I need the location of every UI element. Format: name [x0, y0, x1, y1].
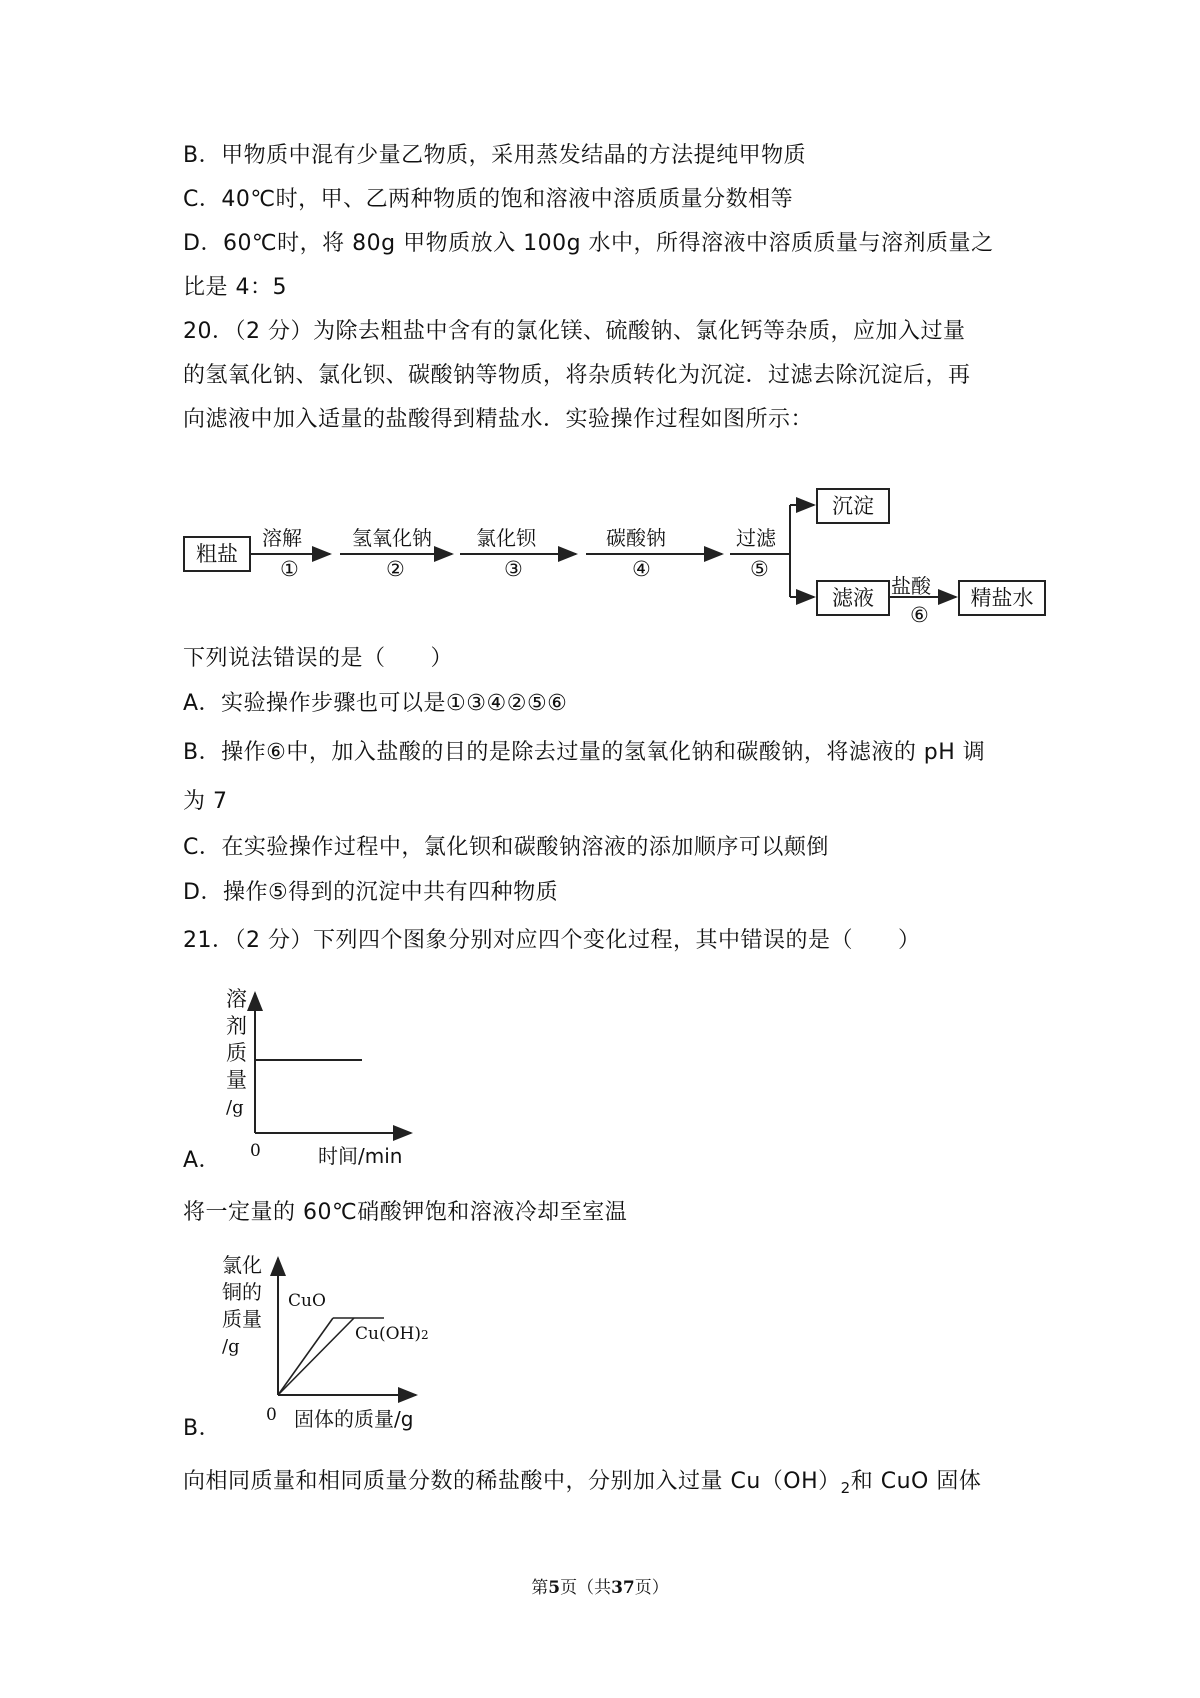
step1-label: 溶解 — [262, 526, 302, 550]
q20-option-c: C．在实验操作过程中，氯化钡和碳酸钠溶液的添加顺序可以颠倒 — [183, 835, 829, 860]
graph-b-origin: 0 — [266, 1405, 277, 1425]
step5-label: 过滤 — [736, 526, 776, 550]
step4-num: ④ — [632, 557, 651, 581]
q20-option-d: D．操作⑤得到的沉淀中共有四种物质 — [183, 880, 559, 905]
q19-option-d-line2: 比是 4：5 — [183, 275, 287, 300]
box-filtrate: 滤液 — [816, 580, 890, 616]
graph-b-cuo-line — [278, 1318, 333, 1395]
graph-b-caption: 向相同质量和相同质量分数的稀盐酸中，分别加入过量 $Cu(OH)_2$和 CuO 固体 — [183, 1469, 982, 1497]
q19-option-b: B．甲物质中混有少量乙物质，采用蒸发结晶的方法提纯甲物质 — [183, 143, 807, 168]
step3-num: ③ — [504, 557, 523, 581]
box-precipitate: 沉淀 — [816, 488, 890, 524]
q20-option-b-line1: B．操作⑥中，加入盐酸的目的是除去过量的氢氧化钠和碳酸钠，将滤液的 pH 调 — [183, 740, 986, 765]
page-footer: 第5页（共37页） — [531, 1578, 669, 1598]
graph-a-letter: A． — [183, 1148, 222, 1173]
q19-option-d-line1: D．60℃时，将 80g 甲物质放入 100g 水中，所得溶液中溶质质量与溶剂质量之 — [183, 231, 994, 256]
q19-option-c: C．40℃时，甲、乙两种物质的饱和溶液中溶质质量分数相等 — [183, 187, 794, 212]
graph-b-label-cuo: CuO — [288, 1291, 326, 1311]
step6-label: 盐酸 — [891, 574, 931, 598]
q20-stem-line3: 向滤液中加入适量的盐酸得到精盐水．实验操作过程如图所示： — [183, 407, 814, 432]
box-refined-brine: 精盐水 — [958, 580, 1046, 616]
step4-label: 碳酸钠 — [606, 526, 666, 550]
graph-b-cuoh2-line — [278, 1318, 354, 1395]
q20-option-b-line2: 为 7 — [183, 789, 228, 814]
step3-label: 氯化钡 — [476, 526, 536, 550]
q20-option-a: A．实验操作步骤也可以是①③④②⑤⑥ — [183, 691, 568, 716]
graph-a-ylabel: 溶 剂 质 量 /g — [226, 987, 247, 1118]
graph-b-label-cuoh2: Cu(OH)2 — [355, 1324, 429, 1344]
q20-question: 下列说法错误的是（ ） — [183, 646, 454, 671]
graph-a-origin: 0 — [250, 1141, 261, 1161]
q21-stem: 21．（2 分）下列四个图象分别对应四个变化过程，其中错误的是（ ） — [183, 928, 921, 953]
step2-label: 氢氧化钠 — [352, 526, 432, 550]
step5-num: ⑤ — [750, 557, 769, 581]
graph-b-ylabel: 氯化 铜的 质量 /g — [222, 1253, 262, 1357]
step1-num: ① — [280, 557, 299, 581]
graph-b-xlabel: 固体的质量/g — [294, 1407, 414, 1431]
step6-num: ⑥ — [910, 603, 929, 627]
q20-stem-line1: 20．（2 分）为除去粗盐中含有的氯化镁、硫酸钠、氯化钙等杂质，应加入过量 — [183, 319, 966, 344]
graph-b-letter: B． — [183, 1416, 222, 1441]
box-crude-salt: 粗盐 — [183, 536, 251, 572]
q20-stem-line2: 的氢氧化钠、氯化钡、碳酸钠等物质，将杂质转化为沉淀．过滤去除沉淀后，再 — [183, 363, 971, 388]
step2-num: ② — [386, 557, 405, 581]
graph-a-caption: 将一定量的 60℃硝酸钾饱和溶液冷却至室温 — [183, 1200, 628, 1225]
graph-a-xlabel: 时间/min — [318, 1144, 403, 1168]
